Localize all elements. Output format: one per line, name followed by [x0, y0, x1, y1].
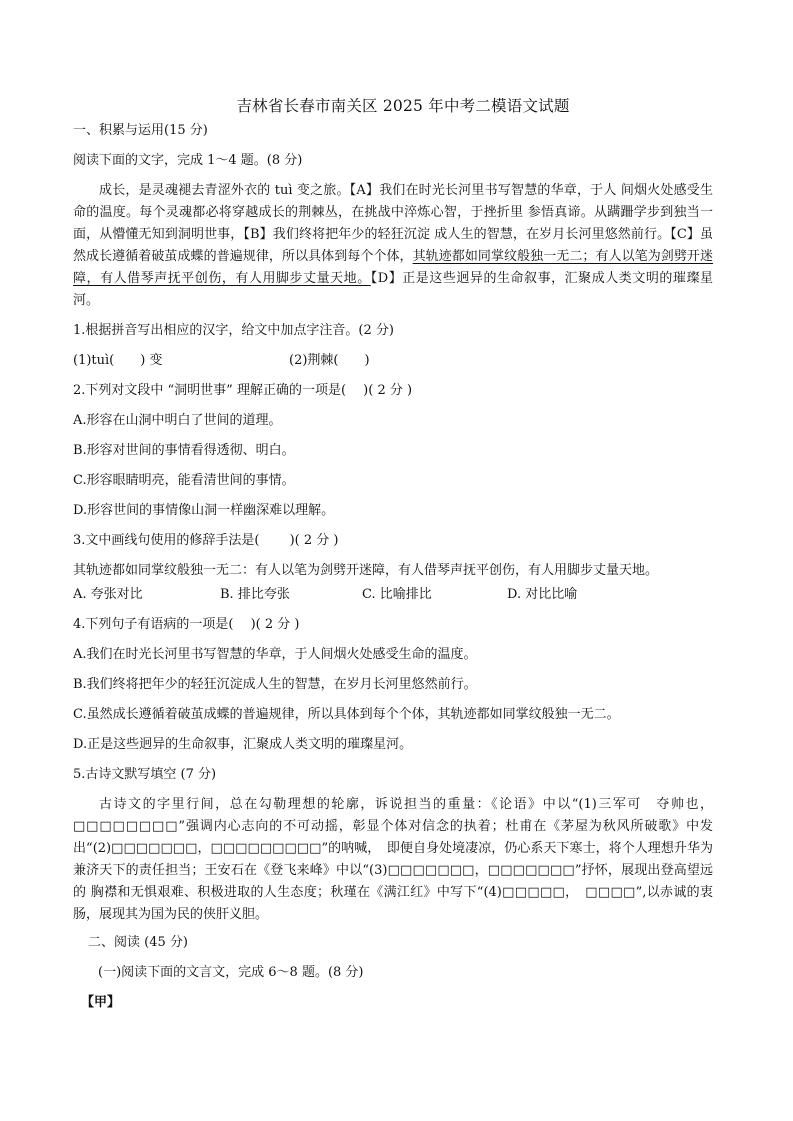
q2-option-a: A.形容在山洞中明白了世间的道理。: [73, 413, 282, 428]
passage-end: 【D】正是这些迥异的生命叙事，汇聚成人类文明的璀璨星河。: [73, 271, 713, 308]
exam-page: [73, 95, 713, 1022]
q4-option-b: B.我们终将把年少的轻狂沉淀成人生的智慧，在岁月长河里悠然前行。: [73, 677, 477, 692]
section1-instruction: 阅读下面的文字，完成 1～4 题。(8 分): [73, 153, 303, 168]
q2-option-c: C.形容眼睛明亮，能看清世间的事情。: [73, 473, 295, 488]
passage-marker-jia: 【甲】: [81, 995, 121, 1010]
q4-option-d: D.正是这些迥异的生命叙事，汇聚成人类文明的璀璨星河。: [73, 737, 413, 752]
q4-stem: 4.下列句子有语病的一项是( )( 2 分 ): [73, 617, 300, 632]
q4-option-a: A.我们在时光长河里书写智慧的华章，于人间烟火处感受生命的温度。: [73, 647, 477, 662]
q2-stem: 2.下列对文段中 “洞明世事” 理解正确的一项是( )( 2 分 ): [73, 383, 413, 398]
q3-option-c: C. 比喻排比: [362, 587, 432, 602]
q3-stem: 3.文中画线句使用的修辞手法是( )( 2 分 ): [73, 533, 339, 548]
q5-stem: 5.古诗文默写填空 (7 分): [73, 767, 217, 782]
reading-passage: [73, 180, 713, 312]
q3-option-d: D. 对比比喻: [507, 587, 578, 602]
page-title: 吉林省长春市南关区 2025 年中考二模语文试题: [236, 97, 570, 115]
q3-option-b: B. 排比夸张: [220, 587, 290, 602]
q3-option-a: A. 夸张对比: [73, 587, 143, 602]
q1-stem: 1.根据拼音写出相应的汉字，给文中加点字注音。(2 分): [73, 323, 394, 338]
passage-underlined-sentence: 其轨迹都如同掌纹般独一无二；有人以笔为剑劈开迷障，有人借琴声抚平创伤，有人用脚步丈量天地。: [73, 249, 713, 286]
section2-heading: 二、阅读 (45 分): [88, 935, 188, 950]
q1-item-b: (2)荆棘( ): [289, 353, 370, 368]
q2-option-b: B.形容对世间的事情看得透彻、明白。: [73, 443, 295, 458]
q1-item-a: (1)tuì( ) 变: [73, 353, 163, 368]
passage-main: 成长，是灵魂褪去青涩外衣的 tuì 变之旅。【A】我们在时光长河里书写智慧的华章，于人 间烟火处感受生命的温度。每个灵魂都必将穿越成长的荆棘丛，在挑战中淬炼心智，于挫折里 参悟真谛。从蹒跚学步到独当一面，从懵懂无知到洞明世事，【B】我们终将把年少的轻狂沉淀 成人生的智慧，在岁月长河里悠然前行。【C】虽然成长遵循着破茧成蝶的普遍规律，所以具体到每个个体，: [73, 183, 713, 264]
q3-options: [73, 584, 713, 606]
q1-answers: [73, 350, 713, 372]
section2-instruction: (一)阅读下面的文言文，完成 6～8 题。(8 分): [98, 965, 364, 980]
q5-passage: 古诗文的字里行间，总在勾勒理想的轮廓，诉说担当的重量：《论语》中以“(1)三军可 夺帅也，□□□□□□□□”强调内心志向的不可动摇，彰显个体对信念的执着；杜甫在《茅屋为秋风所破歌》中发出“(2)□□□□□□□，□□□□□□□□□”的呐喊， 即便自身处境凄凉，仍心系天下寒士，将个人理想升华为兼济天下的责任担当；王安石在《登飞来峰》中以“(3)□□□□□□□，□□□□□□□”抒怀，展现出登高望远的 胸襟和无惧艰难、积极进取的人生态度；秋瑾在《满江红》中写下“(4)□□□□□， □□□□”,以赤诚的衷肠，展现其为国为民的侠肝义胆。: [73, 797, 713, 922]
q4-option-c: C.虽然成长遵循着破茧成蝶的普遍规律，所以具体到每个个体，其轨迹都如同掌纹般独一无二。: [73, 707, 620, 722]
q2-option-d: D.形容世间的事情像山洞一样幽深难以理解。: [73, 503, 335, 518]
q3-quote: 其轨迹都如同掌纹般独一无二：有人以笔为剑劈开迷障，有人借琴声抚平创伤，有人用脚步丈量天地。: [73, 563, 659, 578]
section1-heading: 一、积累与运用(15 分): [73, 123, 208, 138]
